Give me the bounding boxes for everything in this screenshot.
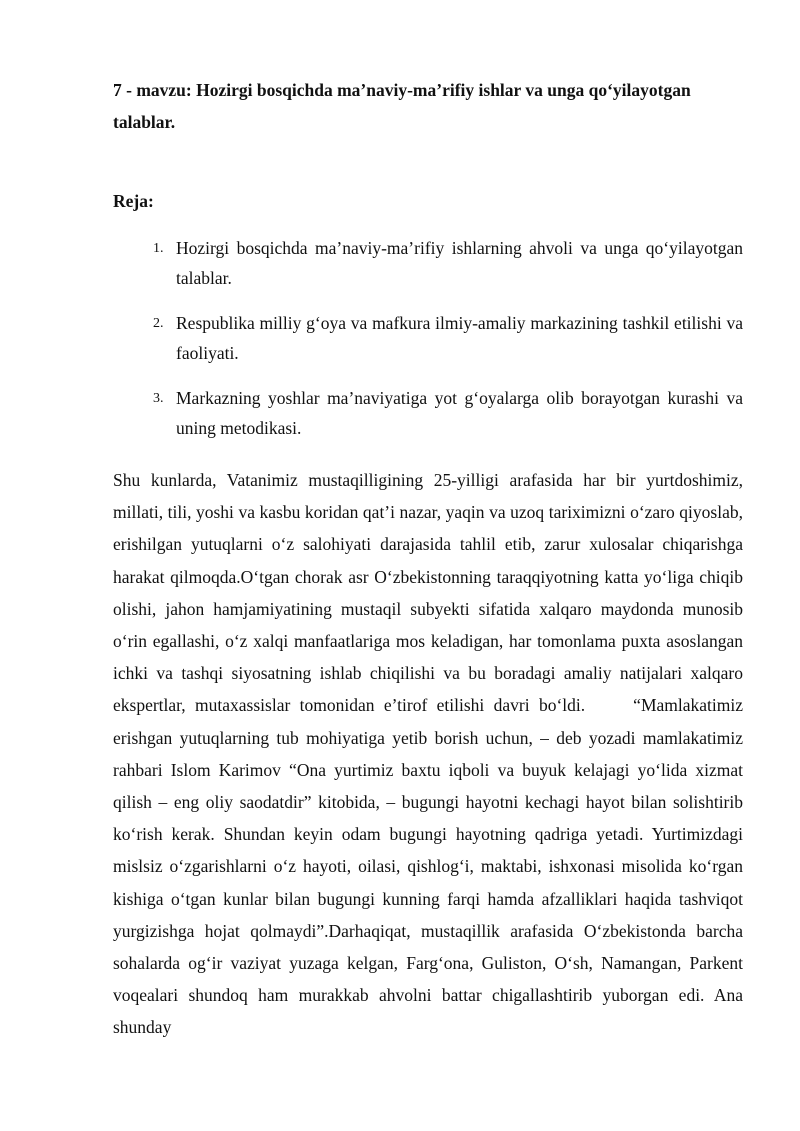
plan-item-number: 1.	[153, 241, 164, 256]
plan-item-text: Hozirgi bosqichda ma’naviy-ma’rifiy ishlarning ahvoli va unga qo‘yilayotgan talablar.	[176, 238, 743, 288]
document-title: 7 - mavzu: Hozirgi bosqichda ma’naviy-ma’rifiy ishlar va unga qo‘yilayotgan talablar.	[113, 80, 691, 132]
plan-item-number: 2.	[153, 316, 164, 331]
plan-item-text: Markazning yoshlar ma’naviyatiga yot g‘oyalarga olib borayotgan kurashi va uning metodikasi.	[176, 388, 743, 438]
plan-heading: Reja:	[113, 191, 154, 211]
plan-item-text: Respublika milliy g‘oya va mafkura ilmiy-amaliy markazining tashkil etilishi va faoliyati.	[176, 313, 743, 363]
body-text-part1: Shu kunlarda, Vatanimiz mustaqilligining 25-yilligi arafasida har bir yurtdoshimiz, millati, tili, yoshi va kasbu koridan qat’i nazar, yaqin va uzoq tariximizni o‘zaro qiyoslab, erishilgan yutuqlarni o‘z salohiyati darajasida tahlil etib, zarur xulosalar chiqarishga harakat qilmoqda.O‘tgan chorak asr O‘zbekistonning taraqqiyotning katta yo‘liga chiqib olishi, jahon hamjamiyatining mustaqil subyekti sifatida xalqaro maydonda munosib o‘rin egallashi, o‘z xalqi manfaatlariga mos keladigan, har tomonlama puxta asoslangan ichki va tashqi siyosatning ishlab chiqilishi va bu boradagi amaliy natijalari xalqaro ekspertlar, mutaxassislar tomonidan e’tirof etilishi davri bo‘ldi.	[113, 470, 743, 716]
plan-item-number: 3.	[153, 391, 164, 406]
body-text-part2: “Mamlakatimiz erishgan yutuqlarning tub mohiyatiga yetib borish uchun, – deb yozadi mamlakatimiz rahbari Islom Karimov “Ona yurtimiz baxtu iqboli va buyuk kelajagi yo‘lida xizmat qilish – eng oliy saodatdir” kitobida, – bugungi hayotni kechagi hayot bilan solishtirib ko‘rish kerak. Shundan keyin odam bugungi hayotning qadriga yetadi. Yurtimizdagi mislsiz o‘zgarishlarni o‘z hayoti, oilasi, qishlog‘i, maktabi, ishxonasi misolida ko‘rgan kishiga o‘tgan kunlar bilan bugungi kunning farqi hamda afzalliklari haqida tashviqot yurgizishga hojat qolmaydi”.Darhaqiqat, mustaqillik arafasida O‘zbekistonda barcha sohalarda og‘ir vaziyat yuzaga kelgan, Farg‘ona, Guliston, O‘sh, Namangan, Parkent voqealari shundoq ham murakkab ahvolni battar chigallashtirib yuborgan edi. Ana shunday	[113, 695, 743, 1038]
plan-item	[113, 233, 743, 293]
plan-item	[113, 383, 743, 443]
body-paragraph	[113, 464, 743, 1044]
plan-item	[113, 308, 743, 368]
plan-list	[113, 233, 743, 458]
